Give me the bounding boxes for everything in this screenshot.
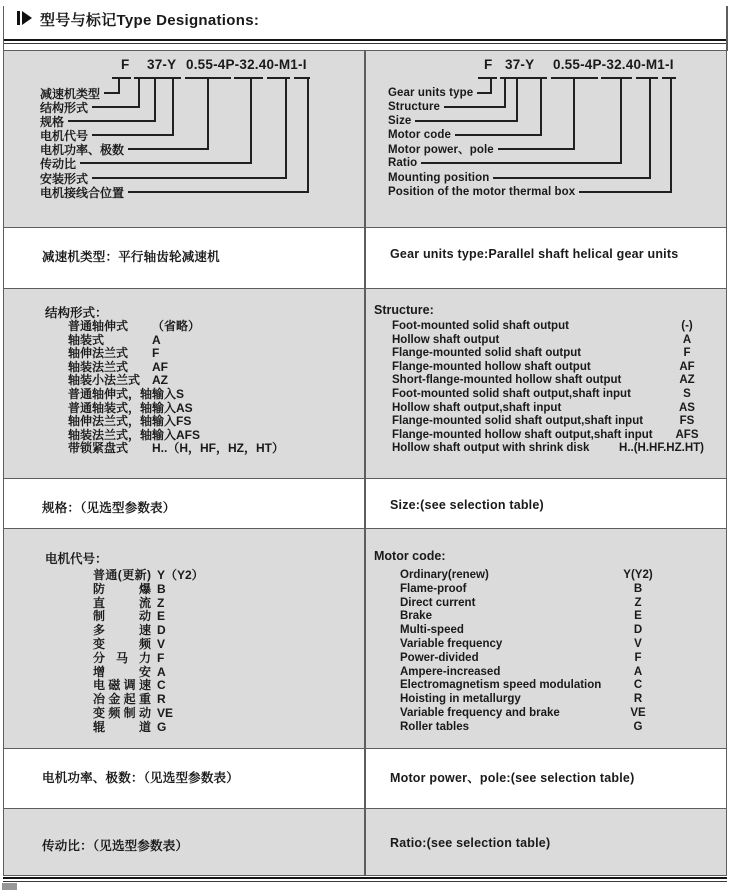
callout-label: Ratio [388,157,418,169]
page-border-right [726,6,728,51]
motor-code-item: 防爆 B [93,581,166,596]
structure-item: 轴装法兰式 AF [68,359,168,374]
header-rule-thick [3,39,727,41]
motor-code-item: 制动 E [93,609,166,624]
designation-code-en: F [484,57,493,72]
callout-label: 规格 [40,114,65,129]
callout-label: 电机代号 [40,128,89,143]
motor-power-text-cn: 电机功率、极数：（见选型参数表） [42,771,239,785]
callout-label: 传动比 [40,156,77,171]
motor-code-title-cn: 电机代号： [45,552,108,566]
motor-code-item: 变频 V [93,636,166,651]
designation-code-cn: 37-Y [147,57,177,72]
motor-code-item: 冶金起重 R [93,692,166,707]
structure-item: 带锁紧盘式 H..（H，HF，HZ，HT） [68,441,284,456]
gear-type-text-en: Gear units type:Parallel shaft helical gear units [390,247,679,261]
header-rule-thin [3,43,727,44]
structure-item: Foot-mounted solid shaft output (-) [392,320,693,332]
callout-label: Mounting position [388,172,490,184]
structure-item: 普通轴装式，轴输入AS [68,400,193,415]
callout-label: Size [388,115,412,127]
ratio-text-en: Ratio:(see selection table) [390,836,551,850]
callout-label: Structure [388,101,441,113]
structure-item: 轴伸法兰式，轴输入FS [68,414,192,429]
callout-label: Position of the motor thermal box [388,186,576,198]
ratio-text-cn: 传动比：（见选型参数表） [42,839,189,853]
motor-code-item: Electromagnetism speed modulation C [400,679,643,692]
structure-item: Hollow shaft output A [392,333,692,346]
motor-code-item: 普通(更新) Y（Y2） [93,568,204,582]
callout-label: 结构形式 [40,100,89,115]
motor-code-item: Multi-speed D [400,624,643,637]
gear-type-text-cn: 减速机类型：平行轴齿轮减速机 [42,250,220,264]
footer-page-mark [2,883,17,890]
structure-item: 普通轴伸式 （省略） [68,319,201,333]
motor-code-item: Variable frequency V [400,637,642,650]
designation-code-cn: F [121,57,130,72]
footer-rule-thin [3,881,727,882]
structure-title-en: Structure: [374,303,434,317]
callout-label: 安装形式 [40,171,89,186]
structure-item: Flange-mounted hollow shaft output,shaft input AFS [392,428,699,441]
structure-item: 轴装小法兰式 AZ [68,373,168,388]
size-text-en: Size:(see selection table) [390,498,544,512]
motor-code-item: 多速 D [93,623,166,638]
footer-rule-thick [3,877,727,879]
structure-item: 轴装式 A [68,332,161,347]
structure-item: Hollow shaft output with shrink disk H..(H.HF.HZ.HT) [392,442,704,455]
section-arrow-icon [17,11,33,25]
callout-label: 减速机类型 [40,86,101,101]
motor-code-item: Ampere-increased A [400,665,643,678]
motor-code-item: 直流 Z [93,595,165,610]
motor-code-item: Brake E [400,610,642,623]
motor-code-item: Flame-proof B [400,582,643,595]
size-text-cn: 规格：（见选型参数表） [42,501,176,515]
motor-code-item: 变频制动 VE [93,705,174,720]
page-border-left [3,6,5,51]
structure-item: Flange-mounted solid shaft output F [392,347,691,360]
structure-item: 轴伸法兰式 F [68,346,160,361]
motor-power-text-en: Motor power、pole:(see selection table) [390,771,635,785]
designation-code-en: 37-Y [505,57,535,72]
structure-item: Flange-mounted hollow shaft output AF [392,360,695,373]
motor-code-item: 分马力 F [93,650,165,665]
designation-code-en: 0.55-4P-32.40-M1-I [553,57,674,72]
callout-label: Gear units type [388,87,474,99]
motor-code-item: 辊道 G [93,719,167,734]
motor-code-item: Direct current Z [400,596,642,609]
motor-code-item: 电磁调速 C [93,678,166,693]
page-title: 型号与标记Type Designations: [40,12,260,29]
structure-item: Short-flange-mounted hollow shaft output AZ [392,374,695,387]
motor-code-item: Roller tables G [400,720,643,733]
callout-label: 电机功率、极数 [40,142,125,157]
designation-code-cn: 0.55-4P-32.40-M1-I [186,57,307,72]
structure-item: 普通轴伸式，轴输入S [68,386,185,401]
motor-code-item: 增安 A [93,664,166,679]
motor-code-item: Ordinary(renew) Y(Y2) [400,569,653,581]
column-divider [364,50,366,875]
callout-label: 电机接线合位置 [40,185,125,200]
structure-item: Hollow shaft output,shaft input AS [392,401,695,414]
structure-item: Foot-mounted solid shaft output,shaft input S [392,387,691,400]
motor-code-title-en: Motor code: [374,549,446,563]
structure-title-cn: 结构形式： [45,306,108,320]
motor-code-item: Variable frequency and brake VE [400,706,646,719]
callout-label: Motor code [388,129,451,141]
structure-item: Flange-mounted solid shaft output,shaft input FS [392,415,695,428]
motor-code-item: Hoisting in metallurgy R [400,693,643,706]
callout-label: Motor power、pole [388,144,494,156]
motor-code-item: Power-divided F [400,651,642,664]
structure-item: 轴装法兰式，轴输入AFS [68,427,201,442]
